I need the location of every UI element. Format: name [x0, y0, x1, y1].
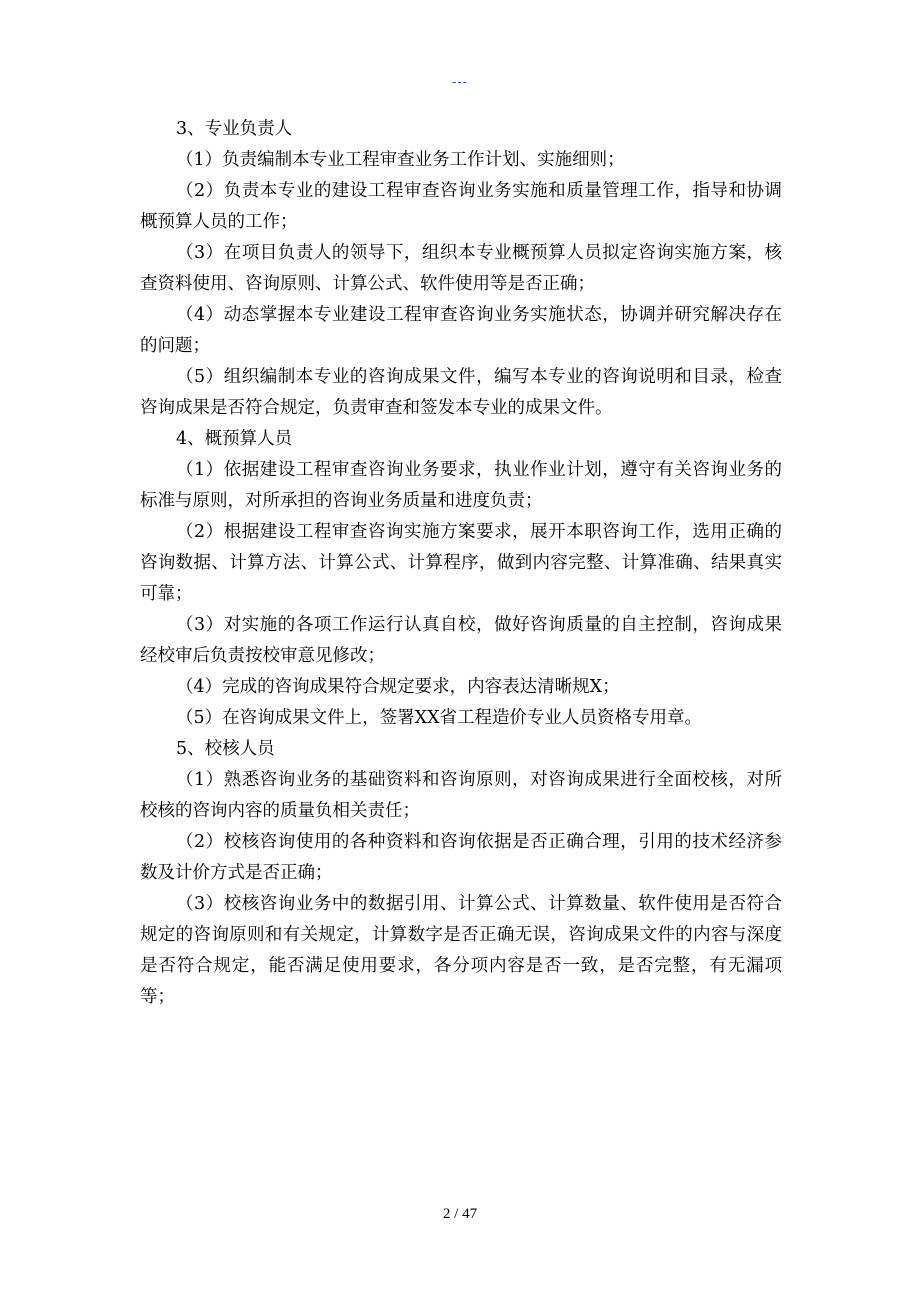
document-body — [140, 114, 782, 1013]
list-item: （3）对实施的各项工作运行认真自校，做好咨询质量的自主控制，咨询成果经校审后负责按校审意见修改； — [140, 615, 782, 666]
list-item: （1）负责编制本专业工程审查业务工作计划、实施细则； — [176, 150, 625, 170]
page-header-mark: --- — [452, 74, 468, 89]
list-item: （1）熟悉咨询业务的基础资料和咨询原则，对咨询成果进行全面校核，对所校核的咨询内容的质量负相关责任； — [140, 770, 782, 821]
list-item: （4）动态掌握本专业建设工程审查咨询业务实施状态，协调并研究解决存在的问题； — [140, 305, 782, 356]
page-number: 2 / 47 — [442, 1206, 478, 1222]
list-item: （2）根据建设工程审查咨询实施方案要求，展开本职咨询工作，选用正确的咨询数据、计算方法、计算公式、计算程序，做到内容完整、计算准确、结果真实可靠； — [140, 522, 782, 604]
list-item: （5）组织编制本专业的咨询成果文件，编写本专业的咨询说明和目录，检查咨询成果是否符合规定，负责审查和签发本专业的成果文件。 — [140, 367, 782, 418]
list-item: （1）依据建设工程审查咨询业务要求，执业作业计划，遵守有关咨询业务的标准与原则，对所承担的咨询业务质量和进度负责； — [140, 460, 782, 511]
section-heading: 5、校核人员 — [176, 739, 275, 759]
section-heading: 3、专业负责人 — [176, 119, 293, 139]
list-item: （2）校核咨询使用的各种资料和咨询依据是否正确合理，引用的技术经济参数及计价方式是否正确； — [140, 832, 782, 883]
list-item: （3）校核咨询业务中的数据引用、计算公式、计算数量、软件使用是否符合规定的咨询原则和有关规定，计算数字是否正确无误，咨询成果文件的内容与深度是否符合规定，能否满足使用要求，各分项内容是否一致，是否完整，有无漏项等； — [140, 894, 782, 1007]
list-item: （4）完成的咨询成果符合规定要求，内容表达清晰规X； — [176, 677, 620, 697]
section-heading: 4、概预算人员 — [176, 429, 293, 449]
list-item: （5）在咨询成果文件上，签署XX省工程造价专业人员资格专用章。 — [176, 708, 703, 728]
list-item: （2）负责本专业的建设工程审查咨询业务实施和质量管理工作，指导和协调概预算人员的工作； — [140, 181, 782, 232]
list-item: （3）在项目负责人的领导下，组织本专业概预算人员拟定咨询实施方案，核查资料使用、咨询原则、计算公式、软件使用等是否正确； — [140, 243, 782, 294]
